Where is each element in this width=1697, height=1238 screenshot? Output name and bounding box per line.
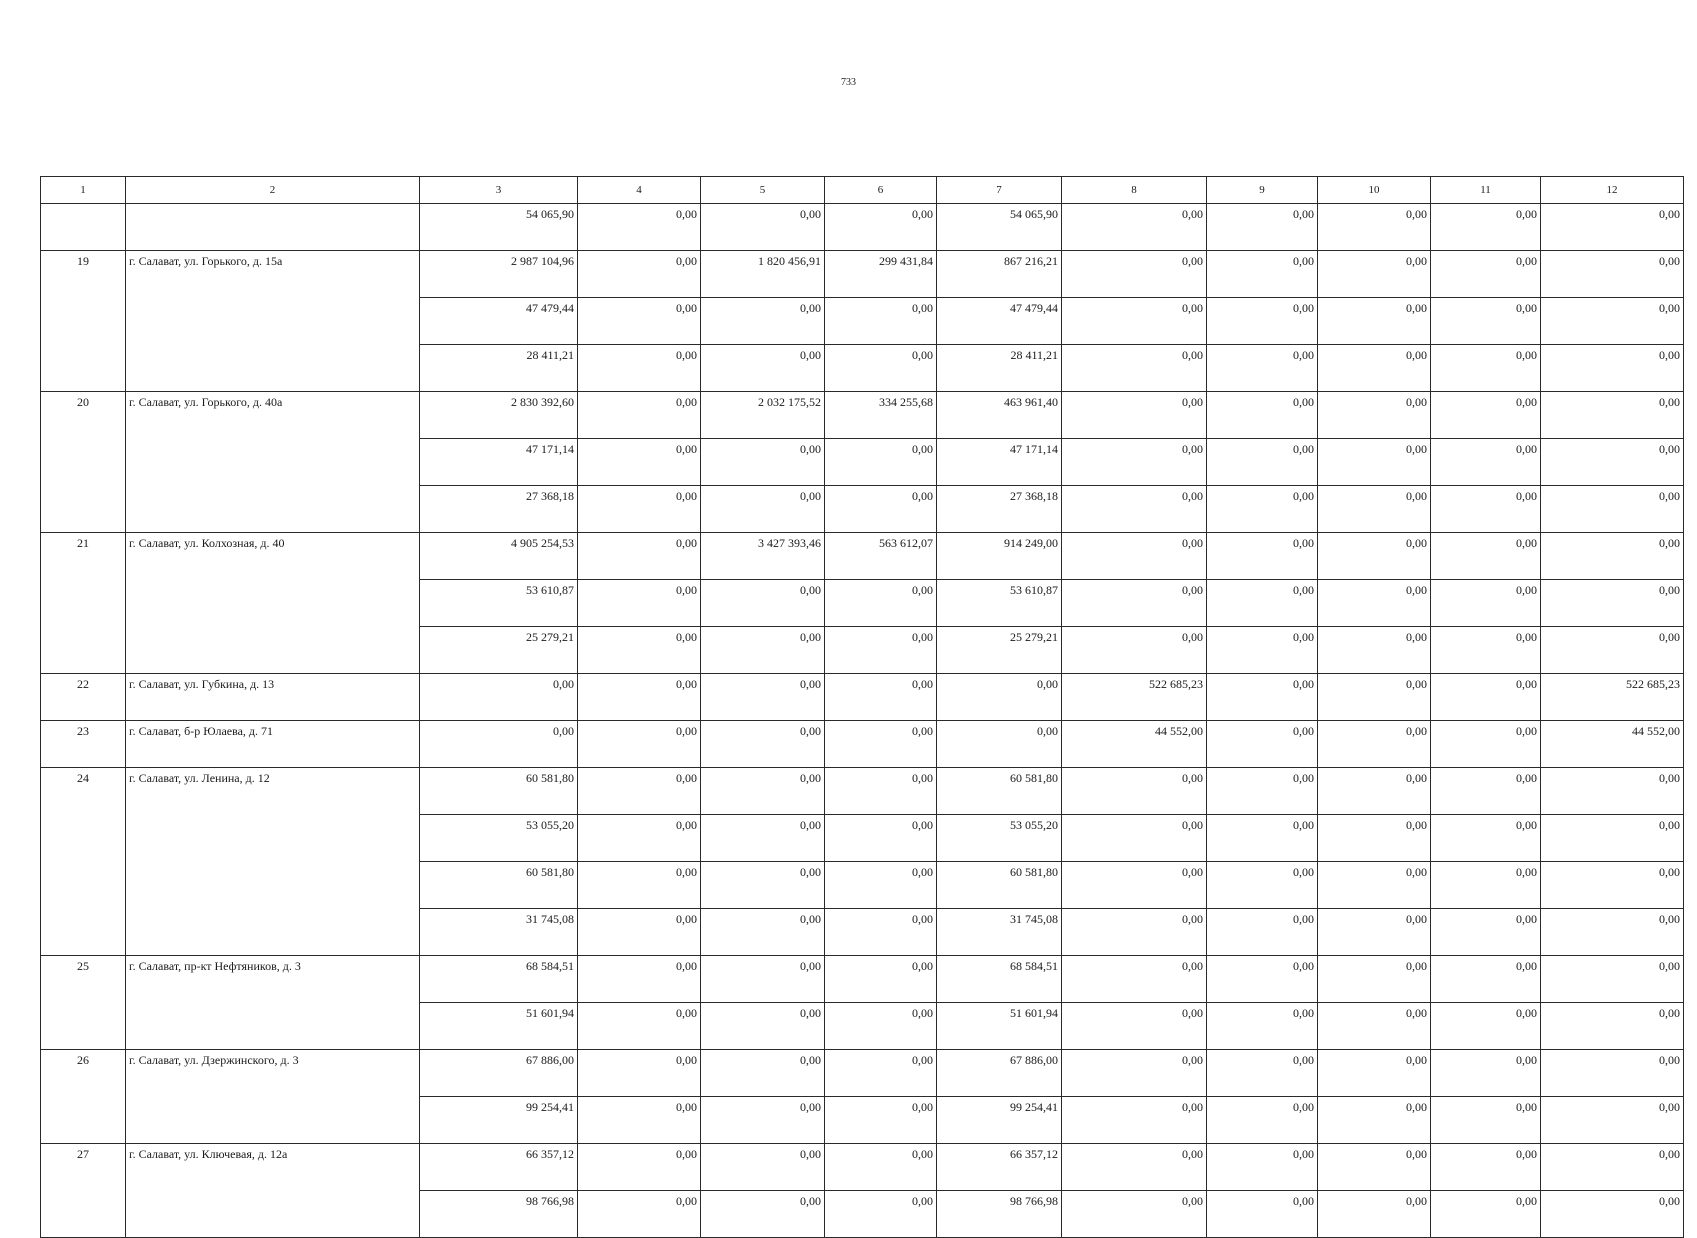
value-cell: 0,00 bbox=[701, 580, 825, 627]
value-cell: 0,00 bbox=[825, 1144, 937, 1191]
value-cell: 54 065,90 bbox=[420, 204, 578, 251]
value-cell: 463 961,40 bbox=[937, 392, 1062, 439]
value-cell: 0,00 bbox=[1062, 204, 1207, 251]
value-cell: 0,00 bbox=[1062, 768, 1207, 815]
value-cell: 0,00 bbox=[1062, 627, 1207, 674]
row-number: 26 bbox=[41, 1050, 126, 1144]
value-cell: 0,00 bbox=[1431, 251, 1541, 298]
address-cell: г. Салават, ул. Ключевая, д. 12а bbox=[126, 1144, 420, 1238]
value-cell: 0,00 bbox=[1318, 674, 1431, 721]
value-cell: 0,00 bbox=[1207, 251, 1318, 298]
value-cell: 0,00 bbox=[1541, 298, 1684, 345]
value-cell: 0,00 bbox=[578, 486, 701, 533]
value-cell: 0,00 bbox=[1541, 439, 1684, 486]
value-cell: 0,00 bbox=[1431, 533, 1541, 580]
value-cell: 0,00 bbox=[1431, 674, 1541, 721]
data-table bbox=[40, 176, 1684, 1238]
value-cell: 0,00 bbox=[825, 298, 937, 345]
value-cell: 0,00 bbox=[578, 439, 701, 486]
value-cell: 0,00 bbox=[1062, 580, 1207, 627]
value-cell: 0,00 bbox=[1431, 298, 1541, 345]
value-cell: 0,00 bbox=[1207, 486, 1318, 533]
value-cell: 0,00 bbox=[1318, 721, 1431, 768]
value-cell: 2 032 175,52 bbox=[701, 392, 825, 439]
row-number: 24 bbox=[41, 768, 126, 956]
row-number bbox=[41, 204, 126, 251]
value-cell: 0,00 bbox=[1318, 439, 1431, 486]
table-row bbox=[41, 1144, 1684, 1191]
value-cell: 44 552,00 bbox=[1541, 721, 1684, 768]
value-cell: 66 357,12 bbox=[420, 1144, 578, 1191]
address-cell: г. Салават, ул. Горького, д. 15а bbox=[126, 251, 420, 392]
value-cell: 0,00 bbox=[578, 298, 701, 345]
value-cell: 0,00 bbox=[825, 486, 937, 533]
row-number: 27 bbox=[41, 1144, 126, 1238]
value-cell: 0,00 bbox=[1062, 862, 1207, 909]
address-cell: г. Салават, ул. Дзержинского, д. 3 bbox=[126, 1050, 420, 1144]
value-cell: 0,00 bbox=[1431, 486, 1541, 533]
value-cell: 25 279,21 bbox=[420, 627, 578, 674]
value-cell: 0,00 bbox=[1431, 1191, 1541, 1238]
value-cell: 0,00 bbox=[825, 1191, 937, 1238]
value-cell: 334 255,68 bbox=[825, 392, 937, 439]
value-cell: 0,00 bbox=[701, 862, 825, 909]
value-cell: 0,00 bbox=[1431, 627, 1541, 674]
value-cell: 54 065,90 bbox=[937, 204, 1062, 251]
address-cell: г. Салават, ул. Ленина, д. 12 bbox=[126, 768, 420, 956]
column-header: 2 bbox=[126, 177, 420, 204]
value-cell: 0,00 bbox=[701, 1003, 825, 1050]
table-body bbox=[41, 177, 1684, 1238]
value-cell: 0,00 bbox=[1318, 533, 1431, 580]
value-cell: 0,00 bbox=[1431, 392, 1541, 439]
value-cell: 60 581,80 bbox=[420, 768, 578, 815]
value-cell: 0,00 bbox=[825, 909, 937, 956]
value-cell: 0,00 bbox=[578, 1097, 701, 1144]
value-cell: 2 987 104,96 bbox=[420, 251, 578, 298]
value-cell: 0,00 bbox=[1207, 674, 1318, 721]
value-cell: 0,00 bbox=[701, 345, 825, 392]
value-cell: 0,00 bbox=[1318, 627, 1431, 674]
value-cell: 0,00 bbox=[578, 909, 701, 956]
value-cell: 0,00 bbox=[1207, 909, 1318, 956]
table-row bbox=[41, 1050, 1684, 1097]
value-cell: 47 171,14 bbox=[420, 439, 578, 486]
value-cell: 3 427 393,46 bbox=[701, 533, 825, 580]
value-cell: 0,00 bbox=[825, 627, 937, 674]
value-cell: 0,00 bbox=[701, 956, 825, 1003]
value-cell: 0,00 bbox=[701, 298, 825, 345]
value-cell: 0,00 bbox=[1318, 298, 1431, 345]
value-cell: 51 601,94 bbox=[937, 1003, 1062, 1050]
value-cell: 98 766,98 bbox=[420, 1191, 578, 1238]
value-cell: 0,00 bbox=[1062, 533, 1207, 580]
value-cell: 0,00 bbox=[1431, 768, 1541, 815]
value-cell: 0,00 bbox=[1207, 1050, 1318, 1097]
value-cell: 0,00 bbox=[578, 1191, 701, 1238]
column-header: 4 bbox=[578, 177, 701, 204]
row-number: 25 bbox=[41, 956, 126, 1050]
value-cell: 0,00 bbox=[1062, 345, 1207, 392]
value-cell: 0,00 bbox=[1207, 392, 1318, 439]
value-cell: 0,00 bbox=[1207, 345, 1318, 392]
value-cell: 0,00 bbox=[1431, 1050, 1541, 1097]
value-cell: 0,00 bbox=[701, 721, 825, 768]
value-cell: 0,00 bbox=[1541, 533, 1684, 580]
value-cell: 0,00 bbox=[1207, 533, 1318, 580]
value-cell: 0,00 bbox=[1541, 345, 1684, 392]
column-header: 9 bbox=[1207, 177, 1318, 204]
value-cell: 0,00 bbox=[701, 815, 825, 862]
value-cell: 0,00 bbox=[1062, 956, 1207, 1003]
value-cell: 0,00 bbox=[1062, 251, 1207, 298]
value-cell: 53 055,20 bbox=[420, 815, 578, 862]
value-cell: 0,00 bbox=[937, 674, 1062, 721]
value-cell: 0,00 bbox=[825, 439, 937, 486]
value-cell: 0,00 bbox=[701, 627, 825, 674]
table-row bbox=[41, 204, 1684, 251]
column-header: 6 bbox=[825, 177, 937, 204]
table-row bbox=[41, 392, 1684, 439]
value-cell: 299 431,84 bbox=[825, 251, 937, 298]
value-cell: 0,00 bbox=[1207, 204, 1318, 251]
value-cell: 68 584,51 bbox=[937, 956, 1062, 1003]
value-cell: 0,00 bbox=[1207, 298, 1318, 345]
value-cell: 0,00 bbox=[1431, 580, 1541, 627]
value-cell: 0,00 bbox=[1541, 1097, 1684, 1144]
value-cell: 0,00 bbox=[1541, 1050, 1684, 1097]
value-cell: 51 601,94 bbox=[420, 1003, 578, 1050]
header-row bbox=[41, 177, 1684, 204]
column-header: 10 bbox=[1318, 177, 1431, 204]
value-cell: 25 279,21 bbox=[937, 627, 1062, 674]
value-cell: 0,00 bbox=[825, 580, 937, 627]
value-cell: 0,00 bbox=[1318, 345, 1431, 392]
value-cell: 0,00 bbox=[825, 1050, 937, 1097]
row-number: 19 bbox=[41, 251, 126, 392]
value-cell: 0,00 bbox=[1207, 1097, 1318, 1144]
value-cell: 0,00 bbox=[420, 674, 578, 721]
value-cell: 1 820 456,91 bbox=[701, 251, 825, 298]
value-cell: 47 171,14 bbox=[937, 439, 1062, 486]
value-cell: 0,00 bbox=[1431, 721, 1541, 768]
value-cell: 0,00 bbox=[825, 204, 937, 251]
value-cell: 0,00 bbox=[1541, 251, 1684, 298]
value-cell: 0,00 bbox=[1207, 1003, 1318, 1050]
value-cell: 44 552,00 bbox=[1062, 721, 1207, 768]
table-row bbox=[41, 956, 1684, 1003]
value-cell: 0,00 bbox=[420, 721, 578, 768]
value-cell: 0,00 bbox=[1062, 1003, 1207, 1050]
value-cell: 0,00 bbox=[578, 768, 701, 815]
column-header: 5 bbox=[701, 177, 825, 204]
column-header: 3 bbox=[420, 177, 578, 204]
value-cell: 0,00 bbox=[1207, 956, 1318, 1003]
value-cell: 0,00 bbox=[578, 956, 701, 1003]
value-cell: 0,00 bbox=[578, 392, 701, 439]
value-cell: 0,00 bbox=[1207, 721, 1318, 768]
row-number: 23 bbox=[41, 721, 126, 768]
value-cell: 0,00 bbox=[1318, 204, 1431, 251]
value-cell: 0,00 bbox=[1541, 862, 1684, 909]
address-cell bbox=[126, 204, 420, 251]
value-cell: 522 685,23 bbox=[1541, 674, 1684, 721]
value-cell: 0,00 bbox=[1207, 862, 1318, 909]
value-cell: 0,00 bbox=[1541, 1003, 1684, 1050]
column-header: 11 bbox=[1431, 177, 1541, 204]
value-cell: 0,00 bbox=[578, 627, 701, 674]
value-cell: 0,00 bbox=[1318, 768, 1431, 815]
value-cell: 27 368,18 bbox=[937, 486, 1062, 533]
value-cell: 0,00 bbox=[1318, 956, 1431, 1003]
value-cell: 0,00 bbox=[1541, 627, 1684, 674]
value-cell: 0,00 bbox=[1318, 909, 1431, 956]
value-cell: 2 830 392,60 bbox=[420, 392, 578, 439]
value-cell: 0,00 bbox=[1062, 815, 1207, 862]
value-cell: 66 357,12 bbox=[937, 1144, 1062, 1191]
value-cell: 0,00 bbox=[1541, 580, 1684, 627]
value-cell: 0,00 bbox=[1062, 298, 1207, 345]
value-cell: 0,00 bbox=[1062, 439, 1207, 486]
value-cell: 0,00 bbox=[1207, 815, 1318, 862]
value-cell: 0,00 bbox=[578, 345, 701, 392]
value-cell: 0,00 bbox=[578, 815, 701, 862]
column-header: 7 bbox=[937, 177, 1062, 204]
value-cell: 0,00 bbox=[701, 909, 825, 956]
row-number: 22 bbox=[41, 674, 126, 721]
value-cell: 0,00 bbox=[1207, 439, 1318, 486]
value-cell: 0,00 bbox=[1062, 486, 1207, 533]
value-cell: 0,00 bbox=[1541, 486, 1684, 533]
value-cell: 0,00 bbox=[825, 815, 937, 862]
value-cell: 0,00 bbox=[701, 1191, 825, 1238]
value-cell: 0,00 bbox=[1318, 1003, 1431, 1050]
value-cell: 0,00 bbox=[825, 862, 937, 909]
value-cell: 0,00 bbox=[1062, 909, 1207, 956]
value-cell: 0,00 bbox=[1062, 1144, 1207, 1191]
value-cell: 0,00 bbox=[701, 1144, 825, 1191]
value-cell: 0,00 bbox=[701, 439, 825, 486]
value-cell: 0,00 bbox=[578, 251, 701, 298]
value-cell: 0,00 bbox=[1541, 909, 1684, 956]
value-cell: 60 581,80 bbox=[420, 862, 578, 909]
value-cell: 0,00 bbox=[1062, 1050, 1207, 1097]
value-cell: 98 766,98 bbox=[937, 1191, 1062, 1238]
value-cell: 0,00 bbox=[1431, 1003, 1541, 1050]
value-cell: 0,00 bbox=[578, 533, 701, 580]
value-cell: 0,00 bbox=[1541, 815, 1684, 862]
value-cell: 522 685,23 bbox=[1062, 674, 1207, 721]
value-cell: 914 249,00 bbox=[937, 533, 1062, 580]
value-cell: 0,00 bbox=[1541, 768, 1684, 815]
value-cell: 67 886,00 bbox=[420, 1050, 578, 1097]
value-cell: 0,00 bbox=[1318, 251, 1431, 298]
row-number: 20 bbox=[41, 392, 126, 533]
value-cell: 0,00 bbox=[1207, 1144, 1318, 1191]
value-cell: 0,00 bbox=[1431, 909, 1541, 956]
value-cell: 0,00 bbox=[1318, 862, 1431, 909]
table-row bbox=[41, 721, 1684, 768]
value-cell: 0,00 bbox=[825, 674, 937, 721]
value-cell: 0,00 bbox=[578, 1050, 701, 1097]
value-cell: 28 411,21 bbox=[937, 345, 1062, 392]
value-cell: 27 368,18 bbox=[420, 486, 578, 533]
value-cell: 0,00 bbox=[578, 1003, 701, 1050]
column-header: 1 bbox=[41, 177, 126, 204]
value-cell: 0,00 bbox=[1318, 1097, 1431, 1144]
value-cell: 0,00 bbox=[578, 862, 701, 909]
page-number: 733 bbox=[841, 77, 856, 88]
value-cell: 0,00 bbox=[701, 674, 825, 721]
value-cell: 60 581,80 bbox=[937, 862, 1062, 909]
value-cell: 0,00 bbox=[1062, 1097, 1207, 1144]
value-cell: 0,00 bbox=[825, 1097, 937, 1144]
value-cell: 0,00 bbox=[1318, 1191, 1431, 1238]
value-cell: 0,00 bbox=[1431, 204, 1541, 251]
row-number: 21 bbox=[41, 533, 126, 674]
value-cell: 0,00 bbox=[1431, 1097, 1541, 1144]
value-cell: 0,00 bbox=[701, 768, 825, 815]
value-cell: 0,00 bbox=[1431, 862, 1541, 909]
value-cell: 0,00 bbox=[1318, 815, 1431, 862]
value-cell: 0,00 bbox=[701, 1050, 825, 1097]
value-cell: 0,00 bbox=[937, 721, 1062, 768]
value-cell: 0,00 bbox=[825, 1003, 937, 1050]
value-cell: 0,00 bbox=[1431, 815, 1541, 862]
table-row bbox=[41, 768, 1684, 815]
value-cell: 47 479,44 bbox=[420, 298, 578, 345]
value-cell: 0,00 bbox=[1207, 1191, 1318, 1238]
address-cell: г. Салават, пр-кт Нефтяников, д. 3 bbox=[126, 956, 420, 1050]
table-row bbox=[41, 533, 1684, 580]
value-cell: 0,00 bbox=[1431, 1144, 1541, 1191]
value-cell: 68 584,51 bbox=[420, 956, 578, 1003]
value-cell: 53 610,87 bbox=[937, 580, 1062, 627]
value-cell: 0,00 bbox=[1318, 1144, 1431, 1191]
value-cell: 563 612,07 bbox=[825, 533, 937, 580]
value-cell: 0,00 bbox=[1541, 204, 1684, 251]
value-cell: 0,00 bbox=[1207, 580, 1318, 627]
value-cell: 0,00 bbox=[1541, 1144, 1684, 1191]
value-cell: 0,00 bbox=[578, 674, 701, 721]
value-cell: 67 886,00 bbox=[937, 1050, 1062, 1097]
value-cell: 60 581,80 bbox=[937, 768, 1062, 815]
value-cell: 0,00 bbox=[701, 486, 825, 533]
value-cell: 0,00 bbox=[1207, 768, 1318, 815]
value-cell: 0,00 bbox=[578, 721, 701, 768]
value-cell: 53 610,87 bbox=[420, 580, 578, 627]
value-cell: 0,00 bbox=[1541, 1191, 1684, 1238]
value-cell: 0,00 bbox=[1541, 392, 1684, 439]
value-cell: 0,00 bbox=[1318, 486, 1431, 533]
value-cell: 31 745,08 bbox=[420, 909, 578, 956]
table-row bbox=[41, 251, 1684, 298]
value-cell: 0,00 bbox=[1541, 956, 1684, 1003]
column-header: 8 bbox=[1062, 177, 1207, 204]
value-cell: 0,00 bbox=[825, 721, 937, 768]
value-cell: 0,00 bbox=[825, 345, 937, 392]
value-cell: 0,00 bbox=[578, 204, 701, 251]
value-cell: 0,00 bbox=[1062, 392, 1207, 439]
value-cell: 0,00 bbox=[701, 1097, 825, 1144]
value-cell: 0,00 bbox=[825, 956, 937, 1003]
value-cell: 0,00 bbox=[1431, 439, 1541, 486]
address-cell: г. Салават, б-р Юлаева, д. 71 bbox=[126, 721, 420, 768]
column-header: 12 bbox=[1541, 177, 1684, 204]
value-cell: 31 745,08 bbox=[937, 909, 1062, 956]
address-cell: г. Салават, ул. Горького, д. 40а bbox=[126, 392, 420, 533]
value-cell: 0,00 bbox=[1431, 956, 1541, 1003]
value-cell: 0,00 bbox=[578, 1144, 701, 1191]
table-row bbox=[41, 674, 1684, 721]
value-cell: 4 905 254,53 bbox=[420, 533, 578, 580]
value-cell: 0,00 bbox=[825, 768, 937, 815]
value-cell: 867 216,21 bbox=[937, 251, 1062, 298]
value-cell: 0,00 bbox=[701, 204, 825, 251]
value-cell: 0,00 bbox=[1207, 627, 1318, 674]
value-cell: 99 254,41 bbox=[420, 1097, 578, 1144]
address-cell: г. Салават, ул. Губкина, д. 13 bbox=[126, 674, 420, 721]
value-cell: 0,00 bbox=[1318, 392, 1431, 439]
value-cell: 99 254,41 bbox=[937, 1097, 1062, 1144]
value-cell: 0,00 bbox=[1318, 580, 1431, 627]
value-cell: 53 055,20 bbox=[937, 815, 1062, 862]
value-cell: 28 411,21 bbox=[420, 345, 578, 392]
value-cell: 0,00 bbox=[1062, 1191, 1207, 1238]
value-cell: 0,00 bbox=[578, 580, 701, 627]
address-cell: г. Салават, ул. Колхозная, д. 40 bbox=[126, 533, 420, 674]
value-cell: 0,00 bbox=[1318, 1050, 1431, 1097]
value-cell: 0,00 bbox=[1431, 345, 1541, 392]
value-cell: 47 479,44 bbox=[937, 298, 1062, 345]
